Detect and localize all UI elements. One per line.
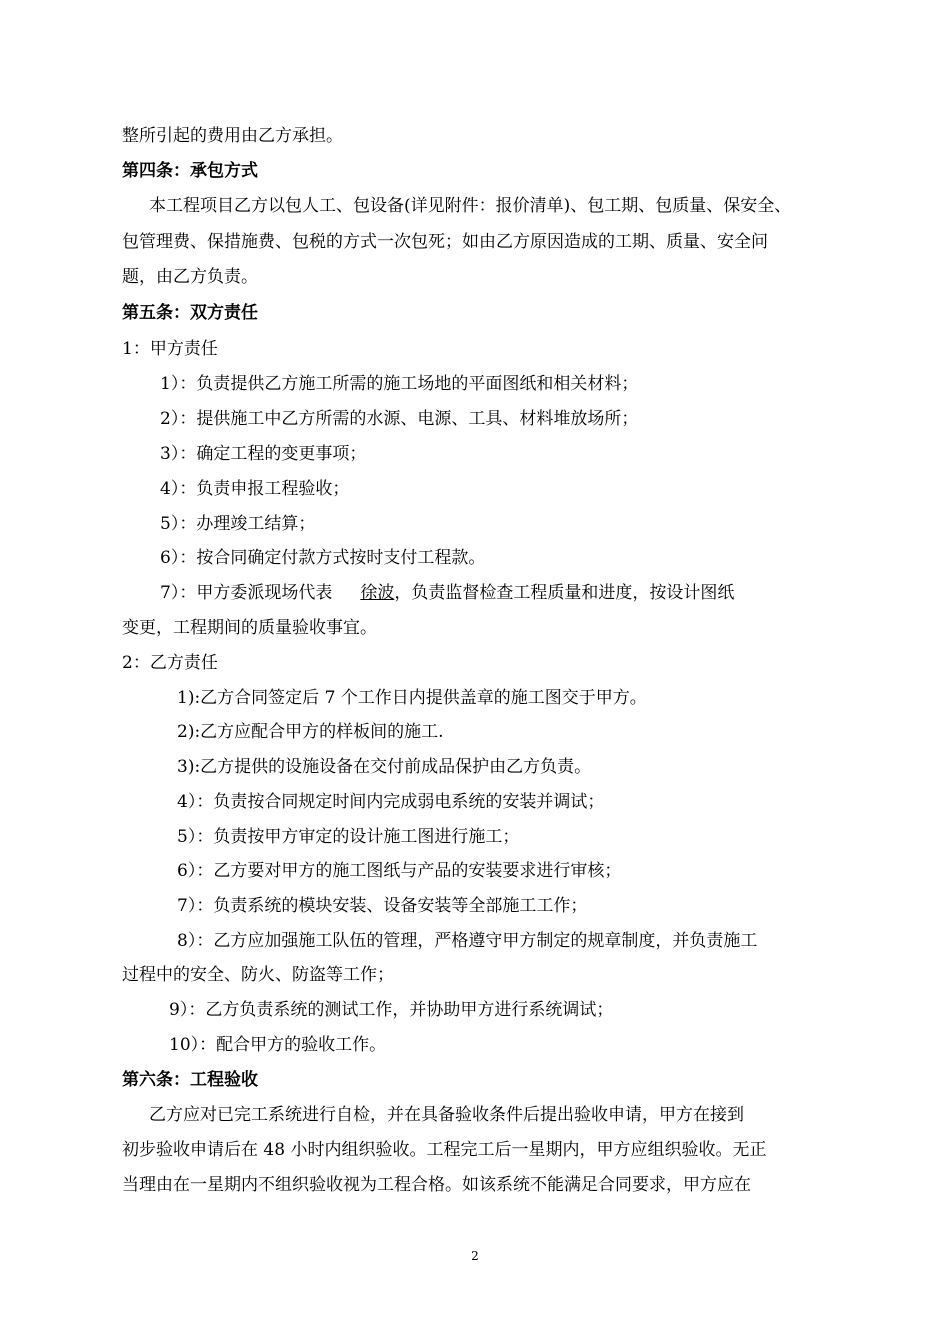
- party-a-item-3: 3）：确定工程的变更事项；: [160, 444, 367, 464]
- party-a-item-1: 1）：负责提供乙方施工所需的施工场地的平面图纸和相关材料；: [160, 374, 639, 394]
- party-b-item-1: 1):乙方合同签定后 7 个工作日内提供盖章的施工图交于甲方。: [177, 688, 647, 708]
- clause-4-para-line-2: 包管理费、保措施费、包税的方式一次包死；如由乙方原因造成的工期、质量、安全问: [122, 232, 768, 252]
- party-b-item-10: 10）：配合甲方的验收工作。: [169, 1035, 387, 1055]
- party-b-item-4: 4）：负责按合同规定时间内完成弱电系统的安装并调试；: [177, 792, 605, 812]
- party-b-item-5: 5）：负责按甲方审定的设计施工图进行施工；: [177, 827, 520, 847]
- item-7-prefix: 7）：甲方委派现场代表: [160, 583, 333, 603]
- party-b-item-8: 8）：乙方应加强施工队伍的管理，严格遵守甲方制定的规章制度，并负责施工: [177, 931, 758, 951]
- clause-4-para-line-1: 本工程项目乙方以包人工、包设备(详见附件：报价清单)、包工期、包质量、保安全、: [149, 196, 792, 216]
- party-b-item-9: 9）：乙方负责系统的测试工作，并协助甲方进行系统调试；: [169, 1000, 614, 1020]
- clause-5-heading: 第五条：双方责任: [122, 303, 258, 323]
- party-b-item-2: 2):乙方应配合甲方的样板间的施工.: [177, 722, 444, 742]
- item-7-suffix: ，负责监督检查工程质量和进度，按设计图纸: [394, 583, 735, 603]
- party-b-item-7: 7）：负责系统的模块安装、设备安装等全部施工工作；: [177, 896, 588, 916]
- clause-3-continuation: 整所引起的费用由乙方承担。: [122, 126, 343, 146]
- clause-6-para-line-1: 乙方应对已完工系统进行自检，并在具备验收条件后提出验收申请，甲方在接到: [149, 1105, 744, 1125]
- clause-6-heading: 第六条：工程验收: [122, 1070, 258, 1090]
- party-b-item-8-continuation: 过程中的安全、防火、防盗等工作；: [122, 965, 394, 985]
- site-representative-name: 徐波: [360, 583, 395, 603]
- party-a-item-4: 4）：负责申报工程验收；: [160, 479, 350, 499]
- clause-4-heading: 第四条：承包方式: [122, 161, 258, 181]
- party-a-item-2: 2）：提供施工中乙方所需的水源、电源、工具、材料堆放场所；: [160, 409, 639, 429]
- clause-6-para-line-3: 当理由在一星期内不组织验收视为工程合格。如该系统不能满足合同要求，甲方应在: [122, 1175, 751, 1195]
- clause-4-para-line-3: 题，由乙方负责。: [122, 267, 258, 287]
- party-a-item-6: 6）：按合同确定付款方式按时支付工程款。: [160, 548, 486, 568]
- party-b-item-6: 6）：乙方要对甲方的施工图纸与产品的安装要求进行审核；: [177, 861, 622, 881]
- party-a-item-7: [160, 581, 734, 605]
- party-a-heading: 1：甲方责任: [122, 339, 218, 359]
- clause-6-para-line-2: 初步验收申请后在 48 小时内组织验收。工程完工后一星期内，甲方应组织验收。无正: [122, 1140, 767, 1160]
- party-b-heading: 2：乙方责任: [122, 653, 218, 673]
- party-a-item-7-continuation: 变更，工程期间的质量验收事宜。: [122, 618, 377, 638]
- page-number: 2: [471, 1249, 479, 1263]
- party-b-item-3: 3):乙方提供的设施设备在交付前成品保护由乙方负责。: [177, 757, 592, 777]
- party-a-item-5: 5）：办理竣工结算；: [160, 514, 316, 534]
